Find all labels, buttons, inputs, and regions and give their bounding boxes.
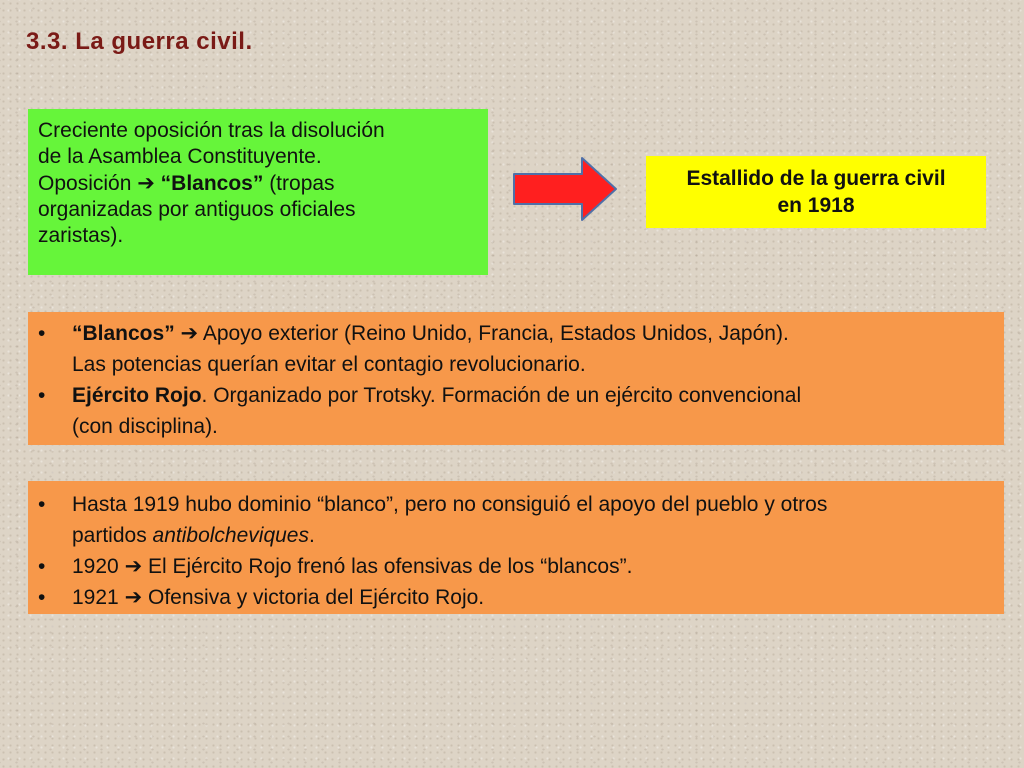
bullet: •: [38, 586, 46, 609]
opposition-text-box: [28, 109, 488, 275]
white-dominance-text: Hasta 1919 hubo dominio “blanco”, pero no consiguió el apoyo del pueblo y otros: [72, 493, 828, 516]
event-1921-text: Ofensiva y victoria del Ejército Rojo.: [142, 586, 485, 609]
foreign-support-text: Apoyo exterior (Reino Unido, Francia, Estados Unidos, Japón).: [198, 322, 789, 345]
opposition-prefix: Oposición: [38, 172, 138, 195]
opposition-line-5: zaristas).: [38, 224, 124, 247]
small-right-arrow-icon: ➔: [180, 321, 199, 345]
list-item: [38, 582, 994, 613]
forces-box: [28, 312, 1004, 445]
white-dominance-suffix: .: [309, 524, 315, 547]
slide-title: 3.3. La guerra civil.: [26, 28, 253, 55]
blancos-term: “Blancos”: [154, 172, 264, 195]
year-1921: 1921: [72, 586, 125, 609]
civil-war-outbreak-box: [646, 156, 986, 228]
list-item: [38, 551, 994, 582]
right-arrow-icon: [512, 156, 618, 222]
antibolcheviques-term: antibolcheviques: [152, 524, 309, 547]
opposition-line-1: Creciente oposición tras la disolución: [38, 119, 385, 142]
bullet: •: [38, 555, 46, 578]
year-1920: 1920: [72, 555, 125, 578]
small-right-arrow-icon: ➔: [124, 554, 143, 578]
outbreak-line-1: Estallido de la guerra civil: [686, 167, 946, 190]
forces-list: [38, 318, 994, 442]
timeline-box: [28, 481, 1004, 614]
small-right-arrow-icon: ➔: [137, 171, 155, 195]
blancos-label: “Blancos”: [72, 322, 181, 345]
bullet: •: [38, 384, 46, 407]
red-army-label: Ejército Rojo: [72, 384, 202, 407]
bullet: •: [38, 322, 46, 345]
list-item: [38, 318, 994, 380]
timeline-list: [38, 489, 994, 613]
opposition-line-4: organizadas por antiguos oficiales: [38, 198, 356, 221]
white-dominance-prefix: partidos: [72, 524, 153, 547]
list-item: [38, 380, 994, 442]
small-right-arrow-icon: ➔: [124, 585, 143, 609]
red-army-text: . Organizado por Trotsky. Formación de un ejército convencional: [201, 384, 802, 407]
opposition-line-3: [38, 170, 480, 197]
bullet: •: [38, 493, 46, 516]
red-army-text-2: (con disciplina).: [72, 415, 218, 438]
foreign-support-text-2: Las potencias querían evitar el contagio revolucionario.: [72, 353, 586, 376]
opposition-suffix: (tropas: [263, 172, 335, 195]
event-1920-text: El Ejército Rojo frenó las ofensivas de los “blancos”.: [142, 555, 633, 578]
opposition-line-2: de la Asamblea Constituyente.: [38, 145, 322, 168]
list-item: [38, 489, 994, 551]
outbreak-line-2: en 1918: [777, 194, 855, 217]
